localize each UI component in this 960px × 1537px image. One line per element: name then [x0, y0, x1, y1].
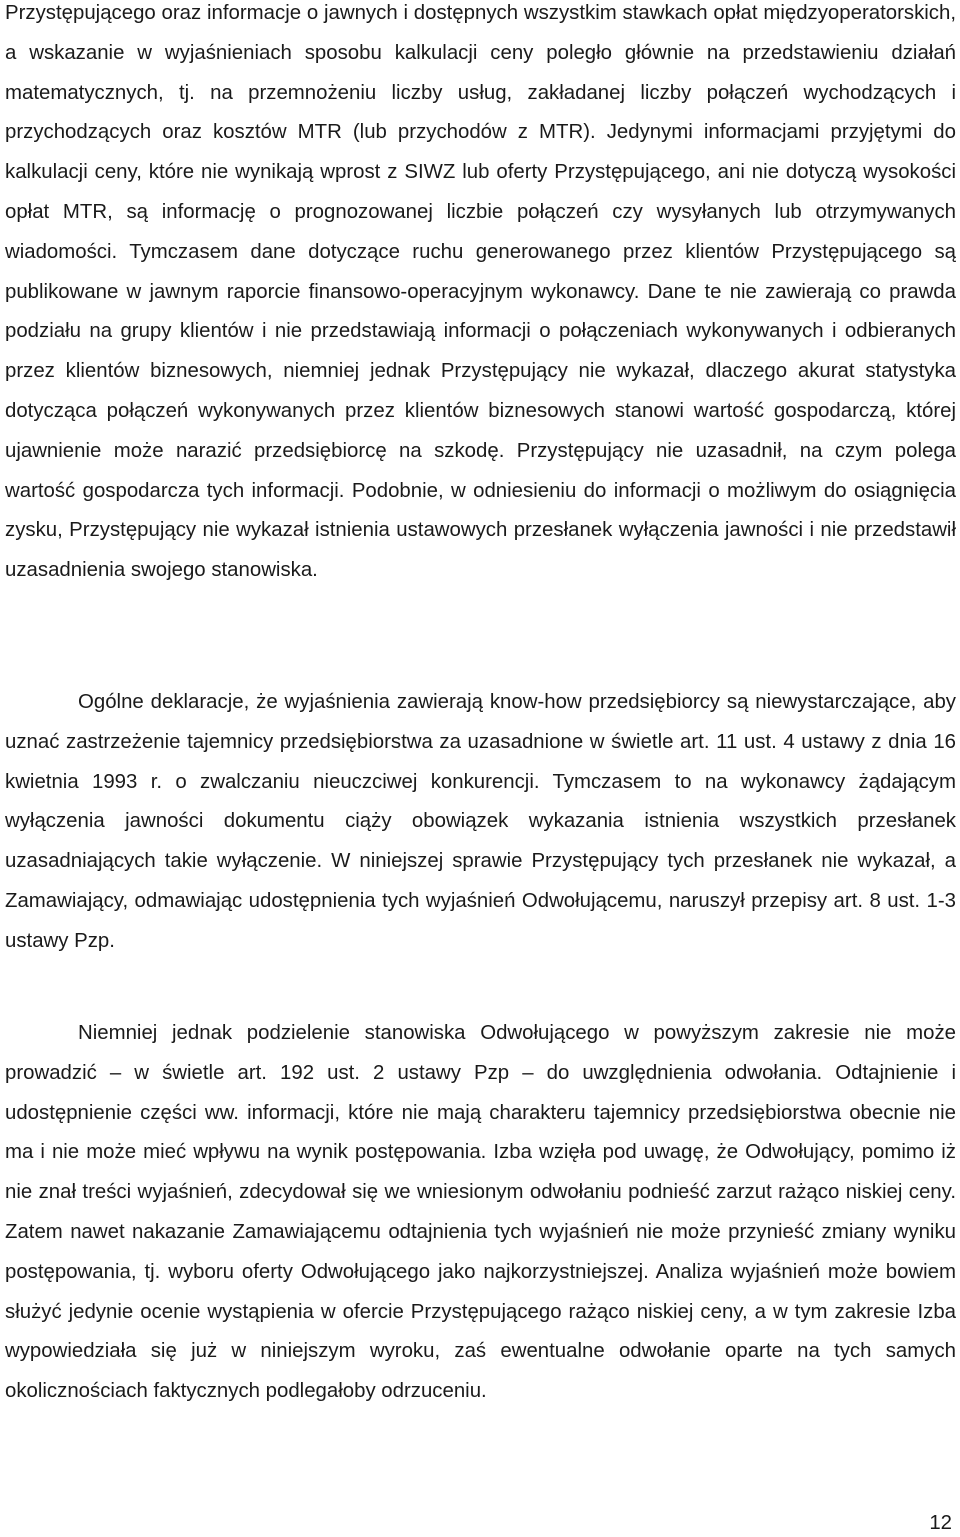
paragraph-3: Niemniej jednak podzielenie stanowiska Odwołującego w powyższym zakresie nie może prowadzić – w świetle art. 192 ust. 2 ustawy Pzp – do uwzględnienia odwołania. Odtajnienie i udostępnienie części ww. informacji, które nie mają charakteru tajemnicy przedsiębiorstwa obecnie nie ma i nie może mieć wpływu na wynik postępowania. Izba wzięła pod uwagę, że Odwołujący, pomimo iż nie znał treści wyjaśnień, zdecydował się we wniesionym odwołaniu podnieść zarzut rażąco niskiej ceny. Zatem nawet nakazanie Zamawiającemu odtajnienia tych wyjaśnień nie może przynieść zmiany wyniku postępowania, tj. wyboru oferty Odwołującego jako najkorzystniejszej. Analiza wyjaśnień może bowiem służyć jedynie ocenie wystąpienia w ofercie Przystępującego rażąco niskiej ceny, a w tym zakresie Izba wypowiedziała się już w niniejszym wyroku, zaś ewentualne odwołanie oparte na tych samych okolicznościach faktycznych podlegałoby odrzuceniu.	[5, 1022, 956, 1403]
paragraph-2: Ogólne deklaracje, że wyjaśnienia zawierają know-how przedsiębiorcy są niewystarczające, aby uznać zastrzeżenie tajemnicy przedsiębiorstwa za uzasadnione w świetle art. 11 ust. 4 ustawy z dnia 16 kwietnia 1993 r. o zwalczaniu nieuczciwej konkurencji. Tymczasem to na wykonawcy żądającym wyłączenia jawności dokumentu ciąży obowiązek wykazania istnienia wszystkich przesłanek uzasadniających takie wyłączenie. W niniejszej sprawie Przystępujący tych przesłanek nie wykazał, a Zamawiający, odmawiając udostępnienia tych wyjaśnień Odwołującemu, naruszył przepisy art. 8 ust. 1-3 ustawy Pzp.	[5, 691, 956, 952]
paragraph-1: Przystępującego oraz informacje o jawnych i dostępnych wszystkim stawkach opłat międzyoperatorskich, a wskazanie w wyjaśnieniach sposobu kalkulacji ceny poległo głównie na przedstawieniu działań matematycznych, tj. na przemnożeniu liczby usług, zakładanej liczby połączeń wychodzących i przychodzących oraz kosztów MTR (lub przychodów z MTR). Jedynymi informacjami przyjętymi do kalkulacji ceny, które nie wynikają wprost z SIWZ lub oferty Przystępującego, ani nie dotyczą wysokości opłat MTR, są informację o prognozowanej liczbie połączeń czy wysyłanych lub otrzymywanych wiadomości. Tymczasem dane dotyczące ruchu generowanego przez klientów Przystępującego są publikowane w jawnym raporcie finansowo-operacyjnym wykonawcy. Dane te nie zawierają co prawda podziału na grupy klientów i nie przedstawiają informacji o połączeniach wykonywanych i odbieranych przez klientów biznesowych, niemniej jednak Przystępujący nie wykazał, dlaczego akurat statystyka dotycząca połączeń wykonywanych przez klientów biznesowych stanowi wartość gospodarczą, której ujawnienie może narazić przedsiębiorcę na szkodę. Przystępujący nie uzasadnił, na czym polega wartość gospodarcza tych informacji. Podobnie, w odniesieniu do informacji o możliwym do osiągnięcia zysku, Przystępujący nie wykazał istnienia ustawowych przesłanek wyłączenia jawności i nie przedstawił uzasadnienia swojego stanowiska.	[5, 2, 956, 582]
page-number: 12	[929, 1512, 952, 1534]
